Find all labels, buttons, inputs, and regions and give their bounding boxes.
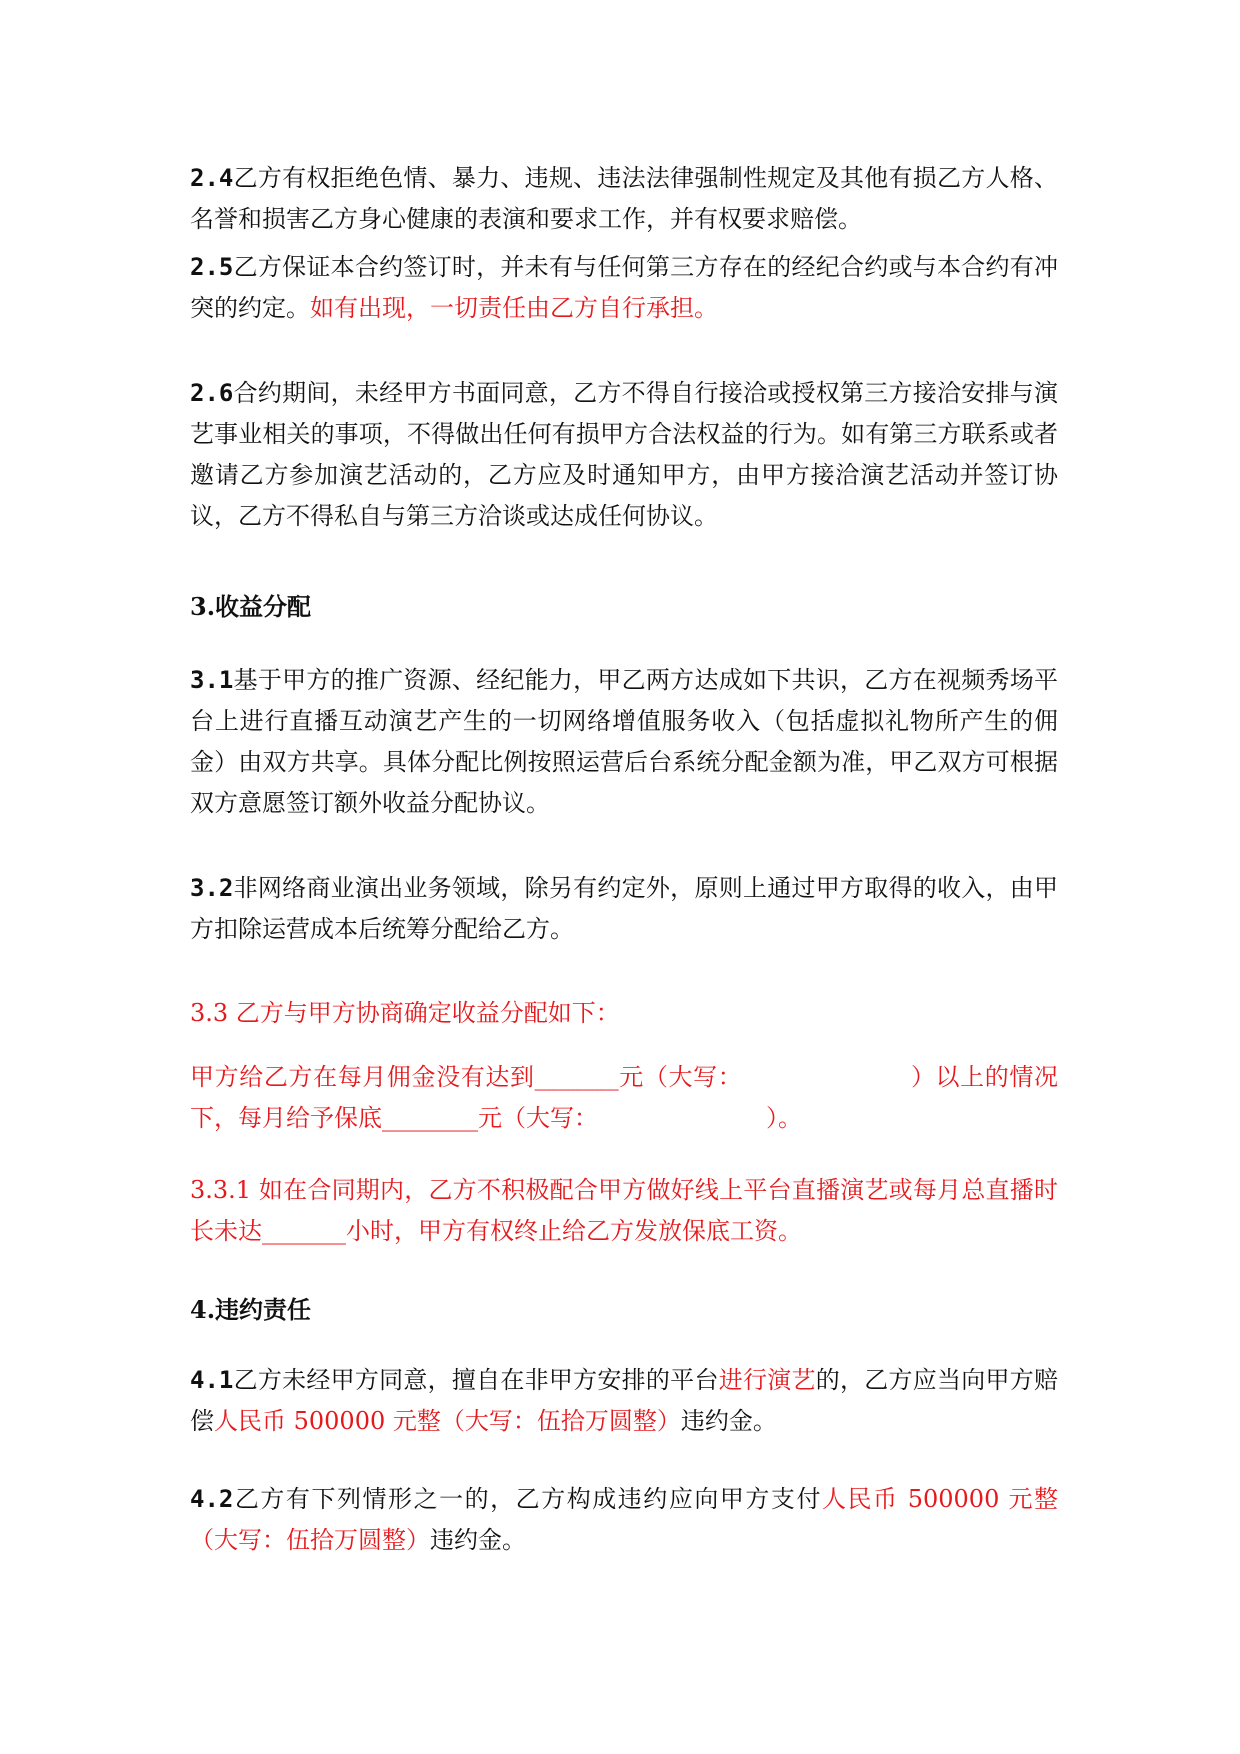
clause-text-b: 的，乙方应当向甲方赔偿 [190,1366,1059,1435]
clause-number: 3.1 [190,666,234,694]
clause-number: 2.4 [190,164,234,192]
clause-text: 合约期间，未经甲方书面同意，乙方不得自行接洽或授权第三方接洽安排与演艺事业相关的事项，不得做出任何有损甲方合法权益的行为。如有第三方联系或者邀请乙方参加演艺活动的，乙方应及时通知甲方，由甲方接洽演艺活动并签订协议，乙方不得私自与第三方洽谈或达成任何协议。 [190,379,1058,530]
clause-text-b: 小时，甲方有权终止给乙方发放保底工资。 [346,1217,802,1245]
clause-text: 乙方保证本合约签订时，并未有与任何第三方存在的经纪合约或与本合约有冲突的约定。 [190,253,1058,322]
clause-4-2 [190,1479,1058,1561]
amount-blank-1: _______ [534,1063,619,1091]
clause-text-a: 甲方给乙方在每月佣金没有达到 [190,1063,535,1091]
clause-highlight-2: 人民币 500000 元整（大写：伍拾万圆整） [214,1407,681,1435]
clause-3-1 [190,660,1058,824]
clause-3-2 [190,868,1058,950]
section-heading-3: 3.收益分配 [190,592,312,621]
hours-blank: _______ [262,1217,346,1245]
clause-3-3-1 [190,1170,1058,1252]
clause-text: 基于甲方的推广资源、经纪能力，甲乙两方达成如下共识，乙方在视频秀场平台上进行直播互动演艺产生的一切网络增值服务收入（包括虚拟礼物所产生的佣金）由双方共享。具体分配比例按照运营后台系统分配金额为准，甲乙双方可根据双方意愿签订额外收益分配协议。 [190,666,1058,817]
clause-number: 4.1 [190,1366,234,1394]
clause-text-c: 违约金。 [680,1407,777,1435]
clause-number: 2.6 [190,379,234,407]
clause-3-3-body [190,1057,1058,1139]
clause-text-a: 3.3.1 如在合同期内，乙方不积极配合甲方做好线上平台直播演艺或每月总直播时长未达 [190,1176,1058,1245]
clause-text: 非网络商业演出业务领域，除另有约定外，原则上通过甲方取得的收入，由甲方扣除运营成本后统筹分配给乙方。 [190,874,1058,943]
clause-text-a: 乙方未经甲方同意，擅自在非甲方安排的平台 [233,1366,719,1394]
clause-number: 3.2 [190,874,234,902]
clause-2-6 [190,373,1058,537]
clause-text-a: 乙方有下列情形之一的，乙方构成违约应向甲方支付 [233,1485,822,1513]
clause-text-b: 违约金。 [430,1526,526,1554]
clause-text-e: ）。 [766,1104,802,1132]
amount-blank-2: ________ [382,1104,478,1132]
clause-text: 乙方有权拒绝色情、暴力、违规、违法法律强制性规定及其他有损乙方人格、名誉和损害乙方身心健康的表演和要求工作，并有权要求赔偿。 [190,164,1058,233]
clause-4-1 [190,1360,1058,1442]
clause-number: 2.5 [190,253,234,281]
clause-highlight: 如有出现，一切责任由乙方自行承担。 [310,294,718,322]
section-heading-4: 4.违约责任 [190,1295,312,1324]
clause-number: 4.2 [190,1485,234,1513]
clause-text-d: 元（大写： [478,1104,598,1132]
clause-text-c: ）以上的情况下，每月给予保底 [190,1063,1059,1132]
clause-text: 3.3 乙方与甲方协商确定收益分配如下： [190,999,620,1027]
clause-highlight-1: 进行演艺 [718,1366,816,1394]
clause-2-5 [190,247,1058,329]
clause-3-3 [190,993,1058,1034]
clause-highlight: 人民币 500000 元整（大写：伍拾万圆整） [190,1485,1059,1554]
clause-2-4 [190,158,1058,240]
clause-text-b: 元（大写： [618,1063,743,1091]
